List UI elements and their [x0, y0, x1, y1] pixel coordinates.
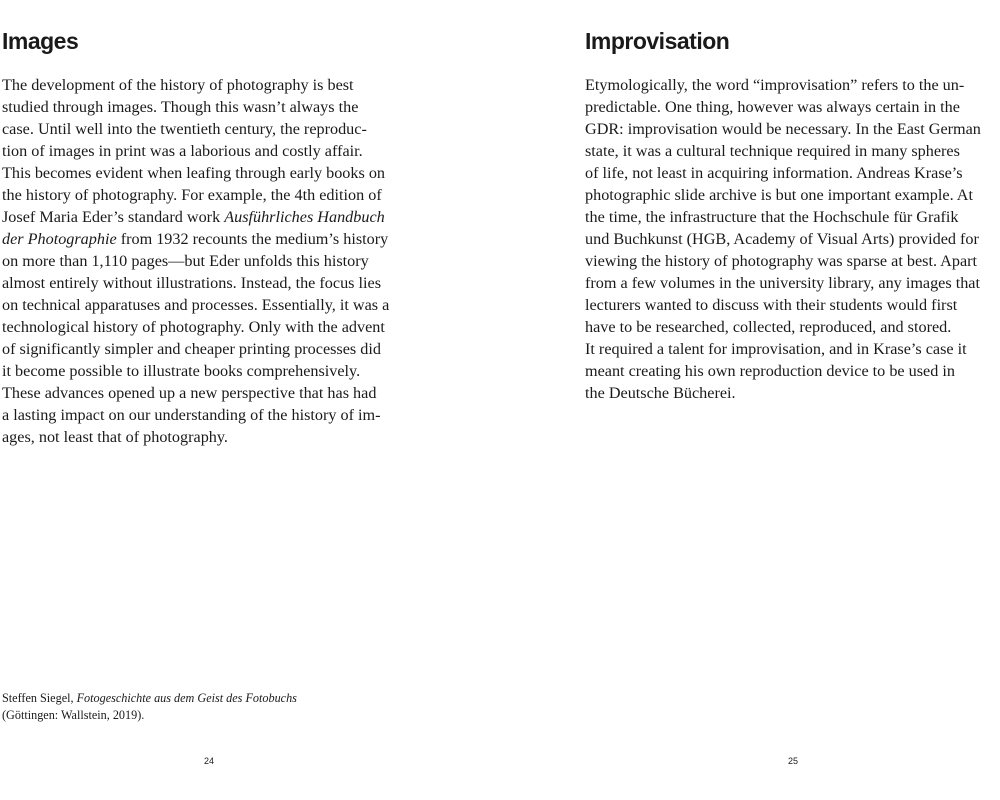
- text-line: [585, 74, 981, 96]
- text-line: [2, 360, 389, 382]
- footnote-author: Steffen Siegel,: [2, 691, 77, 705]
- footnote: [2, 690, 297, 724]
- text-run: it become possible to illustrate books comprehensively.: [2, 362, 361, 380]
- text-run: und Buchkunst (HGB, Academy of Visual Arts) provided for: [585, 230, 979, 248]
- page-number-right: 25: [788, 756, 799, 766]
- text-line: [585, 162, 981, 184]
- page-number-left: 24: [204, 756, 215, 766]
- text-line: [2, 316, 389, 338]
- italic-title: Ausführliches Handbuch: [224, 208, 385, 226]
- text-run: the Deutsche Bücherei.: [585, 384, 736, 402]
- text-run: predictable. One thing, however was always certain in the: [585, 98, 960, 116]
- text-line: [2, 250, 389, 272]
- text-run: Etymologically, the word “improvisation” refers to the un-: [585, 76, 965, 94]
- text-line: [2, 74, 389, 96]
- text-line: [585, 228, 981, 250]
- body-text-improvisation: [585, 74, 981, 404]
- section-title-images: Images: [2, 28, 79, 54]
- section-title-improvisation: Improvisation: [585, 28, 730, 54]
- text-run: almost entirely without illustrations. Instead, the focus lies: [2, 274, 381, 292]
- text-line: [585, 118, 981, 140]
- text-line: [2, 206, 389, 228]
- text-line: [2, 382, 389, 404]
- text-line: [2, 118, 389, 140]
- text-run: state, it was a cultural technique required in many spheres: [585, 142, 960, 160]
- footnote-book-title: Fotogeschichte aus dem Geist des Fotobuchs: [76, 691, 297, 705]
- text-line: [2, 404, 389, 426]
- left-page: [2, 0, 422, 800]
- text-run: case. Until well into the twentieth century, the reproduc-: [2, 120, 367, 138]
- text-run: ages, not least that of photography.: [2, 428, 228, 446]
- text-run: a lasting impact on our understanding of the history of im-: [2, 406, 381, 424]
- text-run: lecturers wanted to discuss with their students would first: [585, 296, 958, 314]
- text-run: This becomes evident when leafing through early books on: [2, 164, 386, 182]
- text-run: photographic slide archive is but one important example. At: [585, 186, 973, 204]
- text-run: studied through images. Though this wasn’t always the: [2, 98, 359, 116]
- text-line: [585, 250, 981, 272]
- text-run: These advances opened up a new perspective that has had: [2, 384, 377, 402]
- text-line: [585, 382, 981, 404]
- text-line: [2, 184, 389, 206]
- text-line: [2, 162, 389, 184]
- text-line: [585, 360, 981, 382]
- text-run: tion of images in print was a laborious and costly affair.: [2, 142, 363, 160]
- text-run: the history of photography. For example, the 4th edition of: [2, 186, 382, 204]
- footnote-publication: (Göttingen: Wallstein, 2019).: [2, 708, 145, 722]
- text-line: [2, 338, 389, 360]
- italic-title: der Photographie: [2, 230, 117, 248]
- text-run: The development of the history of photography is best: [2, 76, 354, 94]
- text-line: [2, 426, 389, 448]
- text-run: of life, not least in acquiring information. Andreas Krase’s: [585, 164, 963, 182]
- text-run: meant creating his own reproduction device to be used in: [585, 362, 955, 380]
- body-text-images: [2, 74, 389, 448]
- text-line: [2, 96, 389, 118]
- text-run: It required a talent for improvisation, and in Krase’s case it: [585, 340, 967, 358]
- text-line: [585, 184, 981, 206]
- text-line: [585, 96, 981, 118]
- text-run: from a few volumes in the university library, any images that: [585, 274, 980, 292]
- text-run: on more than 1,110 pages—but Eder unfolds this history: [2, 252, 369, 270]
- text-line: [2, 294, 389, 316]
- text-line: [585, 206, 981, 228]
- text-run: from 1932 recounts the medium’s history: [116, 230, 389, 248]
- text-line: [2, 272, 389, 294]
- text-run: GDR: improvisation would be necessary. In the East German: [585, 120, 981, 138]
- text-line: [2, 140, 389, 162]
- text-run: technological history of photography. Only with the advent: [2, 318, 385, 336]
- text-run: of significantly simpler and cheaper printing processes did: [2, 340, 381, 358]
- text-line: [585, 272, 981, 294]
- text-run: have to be researched, collected, reproduced, and stored.: [585, 318, 952, 336]
- right-page: [585, 0, 1000, 800]
- text-line: [2, 228, 389, 250]
- text-run: viewing the history of photography was sparse at best. Apart: [585, 252, 978, 270]
- text-line: [585, 294, 981, 316]
- text-line: [585, 316, 981, 338]
- text-run: the time, the infrastructure that the Hochschule für Grafik: [585, 208, 959, 226]
- text-run: Josef Maria Eder’s standard work: [2, 208, 225, 226]
- text-line: [585, 140, 981, 162]
- text-line: [585, 338, 981, 360]
- text-run: on technical apparatuses and processes. Essentially, it was a: [2, 296, 390, 314]
